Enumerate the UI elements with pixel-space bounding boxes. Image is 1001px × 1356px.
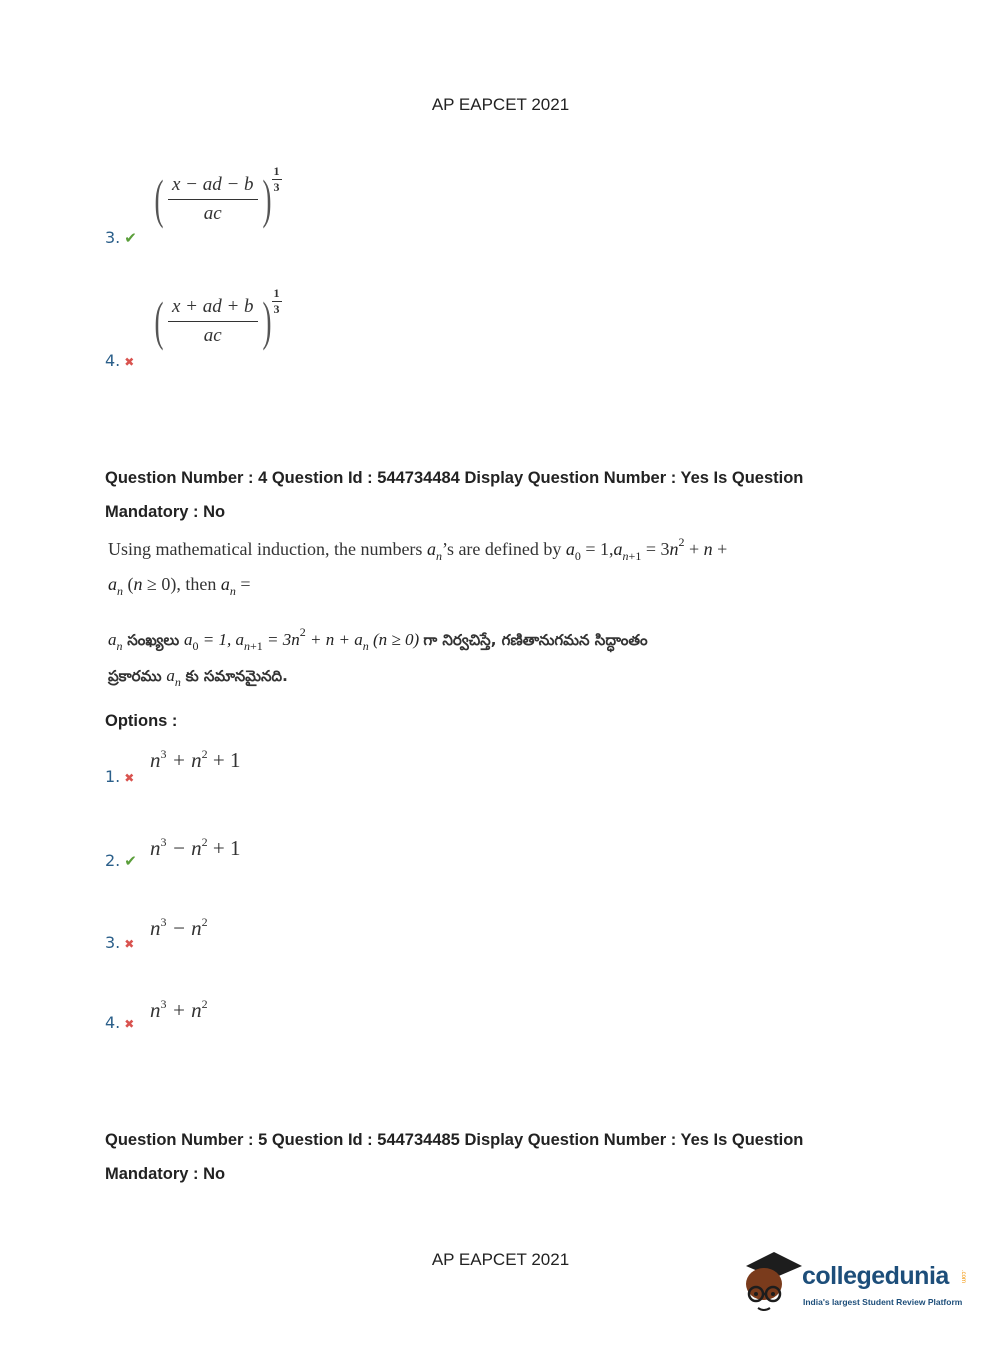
question-4-meta-line1: Question Number : 4 Question Id : 544734484 Display Question Number : Yes Is Question — [105, 469, 804, 487]
exponent-denominator: 3 — [273, 301, 280, 316]
collegedunia-logo — [742, 1248, 972, 1316]
q4-option-2-expression: $n^3 - n^2 + 1$ — [150, 835, 241, 860]
logo-tagline: India's largest Student Review Platform — [803, 1297, 963, 1307]
cross-icon: ✖ — [124, 771, 135, 785]
option-number: 3. — [105, 228, 121, 247]
page-header: AP EAPCET 2021 — [431, 95, 570, 114]
denominator: ac — [203, 324, 222, 346]
option-number: 4. — [105, 351, 121, 370]
english-line-1: Using mathematical induction, the numbers $a_n’s$ are defined by $a_0 = 1,a_{n+1} = 3n^2 + n$ + — [108, 535, 728, 563]
fraction — [168, 174, 258, 225]
cross-icon: ✖ — [124, 937, 135, 951]
check-icon: ✔ — [124, 853, 137, 870]
prev-option-3-expression — [150, 163, 282, 229]
q4-option-2: 2. ✔ — [105, 851, 137, 870]
numerator: x − ad − b — [168, 174, 258, 200]
q4-option-4: 4. ✖ — [105, 1013, 135, 1032]
prev-option-4-label — [105, 351, 134, 371]
english-line-2: $a_n$ (n ≥ 0), then $a_n$ = — [108, 574, 251, 598]
right-paren: ) — [262, 169, 272, 229]
q4-option-3: 3. ✖ — [105, 933, 135, 952]
prev-option-4-expression — [150, 285, 282, 351]
exponent — [272, 164, 282, 195]
telugu-line-1: $a_n$ సంఖ్యలు $a_0 = 1$, $a_{n+1} = 3n^2 + n + a_n$ (n ≥ 0) గా నిర్వచిస్తే, గణితానుగమన సిద్ధాంతం — [108, 625, 648, 653]
exponent — [272, 286, 282, 317]
logo-dotcom: .com — [960, 1270, 966, 1284]
options-title: Options : — [105, 712, 178, 730]
telugu-line-2: ప్రకారము $a_n$ కు సమానమైనది. — [108, 666, 288, 689]
q4-option-4-expression: $n^3 + n^2$ — [150, 997, 208, 1022]
exponent-numerator: 1 — [273, 163, 280, 178]
question-5-meta-line2: Mandatory : No — [105, 1165, 226, 1183]
q4-option-3-expression: $n^3 - n^2$ — [150, 915, 208, 940]
logo-wordmark: collegedunia — [802, 1262, 949, 1290]
left-paren: ( — [154, 169, 164, 229]
numerator: x + ad + b — [168, 296, 258, 322]
cross-icon: ✖ — [124, 1017, 135, 1031]
check-icon: ✔ — [124, 230, 137, 247]
cross-icon: ✖ — [124, 355, 135, 369]
question-5-header — [105, 1123, 905, 1191]
question-4-telugu-text — [108, 622, 808, 694]
mascot-icon — [742, 1248, 802, 1316]
question-4-english-text — [108, 532, 748, 602]
exponent-denominator: 3 — [273, 179, 280, 194]
fraction — [168, 296, 258, 347]
question-5-meta-line1: Question Number : 5 Question Id : 544734485 Display Question Number : Yes Is Question — [105, 1131, 804, 1149]
q4-option-1: 1. ✖ — [105, 767, 135, 786]
q4-option-1-expression: $n^3 + n^2 + 1$ — [150, 747, 241, 772]
question-4-meta-line2: Mandatory : No — [105, 503, 226, 521]
exponent-numerator: 1 — [273, 285, 280, 300]
page-footer: AP EAPCET 2021 — [431, 1250, 570, 1269]
denominator: ac — [203, 202, 222, 224]
left-paren: ( — [154, 291, 164, 351]
right-paren: ) — [262, 291, 272, 351]
prev-option-3-label — [105, 228, 137, 248]
question-4-header — [105, 461, 905, 529]
